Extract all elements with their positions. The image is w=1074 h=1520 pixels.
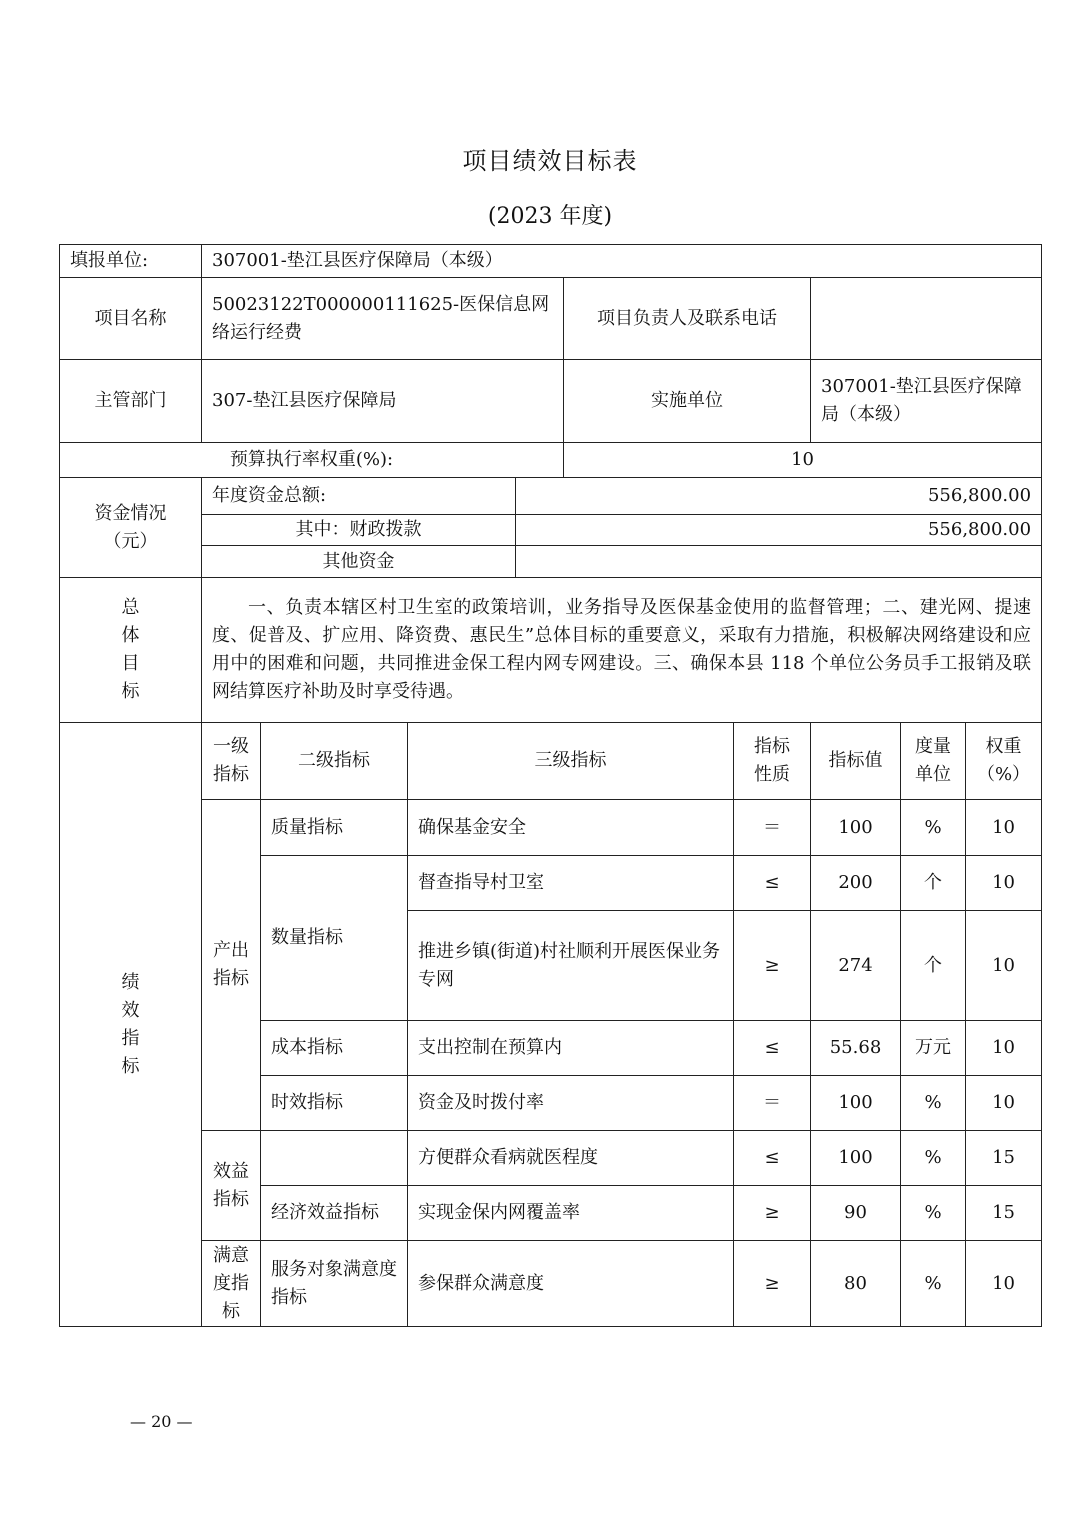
indicators-label: 绩 效 指 标	[60, 723, 202, 1327]
col-value: 指标值	[811, 723, 901, 800]
level3-cell: 确保基金安全	[408, 800, 734, 856]
level2-timeliness: 时效指标	[261, 1076, 408, 1131]
table-row	[60, 1131, 1042, 1186]
value-cell: 90	[811, 1186, 901, 1241]
nature-cell: ≤	[734, 1021, 811, 1076]
level3-cell: 资金及时拨付率	[408, 1076, 734, 1131]
level1-benefit: 效益 指标	[202, 1131, 261, 1241]
weight-cell: 15	[966, 1186, 1042, 1241]
col-unit: 度量 单位	[901, 723, 966, 800]
indicator-header-row	[60, 723, 1042, 800]
unit-value: 307001-垫江县医疗保障局（本级）	[202, 245, 1042, 278]
page-subtitle: (2023 年度)	[487, 204, 613, 229]
contact-label: 项目负责人及联系电话	[564, 278, 811, 360]
value-cell: 100	[811, 1131, 901, 1186]
unit-cell: %	[901, 1131, 966, 1186]
funds-fiscal-row	[60, 515, 1042, 546]
project-name-label: 项目名称	[60, 278, 202, 360]
level1-satisfaction: 满意 度指 标	[202, 1241, 261, 1327]
unit-cell: %	[901, 1076, 966, 1131]
performance-target-table	[59, 244, 1042, 1327]
impl-label: 实施单位	[564, 360, 811, 443]
dept-value: 307-垫江县医疗保障局	[202, 360, 564, 443]
weight-cell: 10	[966, 1076, 1042, 1131]
value-cell: 80	[811, 1241, 901, 1327]
level2-blank	[261, 1131, 408, 1186]
level2-quality: 质量指标	[261, 800, 408, 856]
funds-fiscal-value: 556,800.00	[516, 515, 1042, 546]
page-number: — 20 —	[130, 1412, 193, 1431]
level2-quantity: 数量指标	[261, 856, 408, 1021]
col-nature: 指标 性质	[734, 723, 811, 800]
funds-label: 资金情况 （元）	[60, 478, 202, 578]
level2-cost: 成本指标	[261, 1021, 408, 1076]
unit-cell: 万元	[901, 1021, 966, 1076]
level1-output: 产出 指标	[202, 800, 261, 1131]
value-cell: 55.68	[811, 1021, 901, 1076]
funds-total-value: 556,800.00	[516, 478, 1042, 515]
dept-row	[60, 360, 1042, 443]
project-name-value: 50023122T000000111625-医保信息网络运行经费	[202, 278, 564, 360]
project-name-row	[60, 278, 1042, 360]
unit-cell: 个	[901, 911, 966, 1021]
nature-cell: ≤	[734, 856, 811, 911]
weight-cell: 10	[966, 1241, 1042, 1327]
goal-label: 总 体 目 标	[60, 578, 202, 723]
funds-fiscal-label: 其中：财政拨款	[202, 515, 516, 546]
weight-cell: 10	[966, 856, 1042, 911]
weight-cell: 10	[966, 800, 1042, 856]
nature-cell: ＝	[734, 800, 811, 856]
unit-label: 填报单位:	[60, 245, 202, 278]
dept-label: 主管部门	[60, 360, 202, 443]
col-level2: 二级指标	[261, 723, 408, 800]
unit-row	[60, 245, 1042, 278]
level3-cell: 督查指导村卫室	[408, 856, 734, 911]
nature-cell: ≥	[734, 911, 811, 1021]
table-row	[60, 1241, 1042, 1327]
funds-total-label: 年度资金总额:	[202, 478, 516, 515]
col-level3: 三级指标	[408, 723, 734, 800]
value-cell: 200	[811, 856, 901, 911]
value-cell: 100	[811, 1076, 901, 1131]
unit-cell: 个	[901, 856, 966, 911]
funds-other-label: 其他资金	[202, 546, 516, 578]
level3-cell: 支出控制在预算内	[408, 1021, 734, 1076]
nature-cell: ＝	[734, 1076, 811, 1131]
level3-cell: 推进乡镇(街道)村社顺利开展医保业务专网	[408, 911, 734, 1021]
unit-cell: %	[901, 800, 966, 856]
value-cell: 274	[811, 911, 901, 1021]
col-weight: 权重 （%）	[966, 723, 1042, 800]
weight-cell: 10	[966, 1021, 1042, 1076]
level2-service: 服务对象满意度指标	[261, 1241, 408, 1327]
page-title: 项目绩效目标表	[462, 147, 638, 175]
funds-total-row	[60, 478, 1042, 515]
nature-cell: ≥	[734, 1186, 811, 1241]
level3-cell: 参保群众满意度	[408, 1241, 734, 1327]
goal-text: 一、负责本辖区村卫生室的政策培训，业务指导及医保基金使用的监督管理；二、建光网、提速度、促普及、扩应用、降资费、惠民生”总体目标的重要意义，采取有力措施，积极解决网络建设和应用中的困难和问题，共同推进金保工程内网专网建设。三、确保本县 118 个单位公务员手工报销及联网结算医疗补助及时享受待遇。	[202, 578, 1042, 723]
unit-cell: %	[901, 1186, 966, 1241]
unit-cell: %	[901, 1241, 966, 1327]
budget-weight-row	[60, 443, 1042, 478]
contact-value	[811, 278, 1042, 360]
weight-cell: 15	[966, 1131, 1042, 1186]
nature-cell: ≥	[734, 1241, 811, 1327]
level3-cell: 实现金保内网覆盖率	[408, 1186, 734, 1241]
nature-cell: ≤	[734, 1131, 811, 1186]
weight-cell: 10	[966, 911, 1042, 1021]
col-level1: 一级 指标	[202, 723, 261, 800]
budget-weight-value: 10	[564, 443, 1042, 478]
funds-other-value	[516, 546, 1042, 578]
funds-other-row	[60, 546, 1042, 578]
table-row	[60, 800, 1042, 856]
level2-economic: 经济效益指标	[261, 1186, 408, 1241]
goal-row	[60, 578, 1042, 723]
impl-value: 307001-垫江县医疗保障局（本级）	[811, 360, 1042, 443]
level3-cell: 方便群众看病就医程度	[408, 1131, 734, 1186]
budget-weight-label: 预算执行率权重(%):	[60, 443, 564, 478]
value-cell: 100	[811, 800, 901, 856]
